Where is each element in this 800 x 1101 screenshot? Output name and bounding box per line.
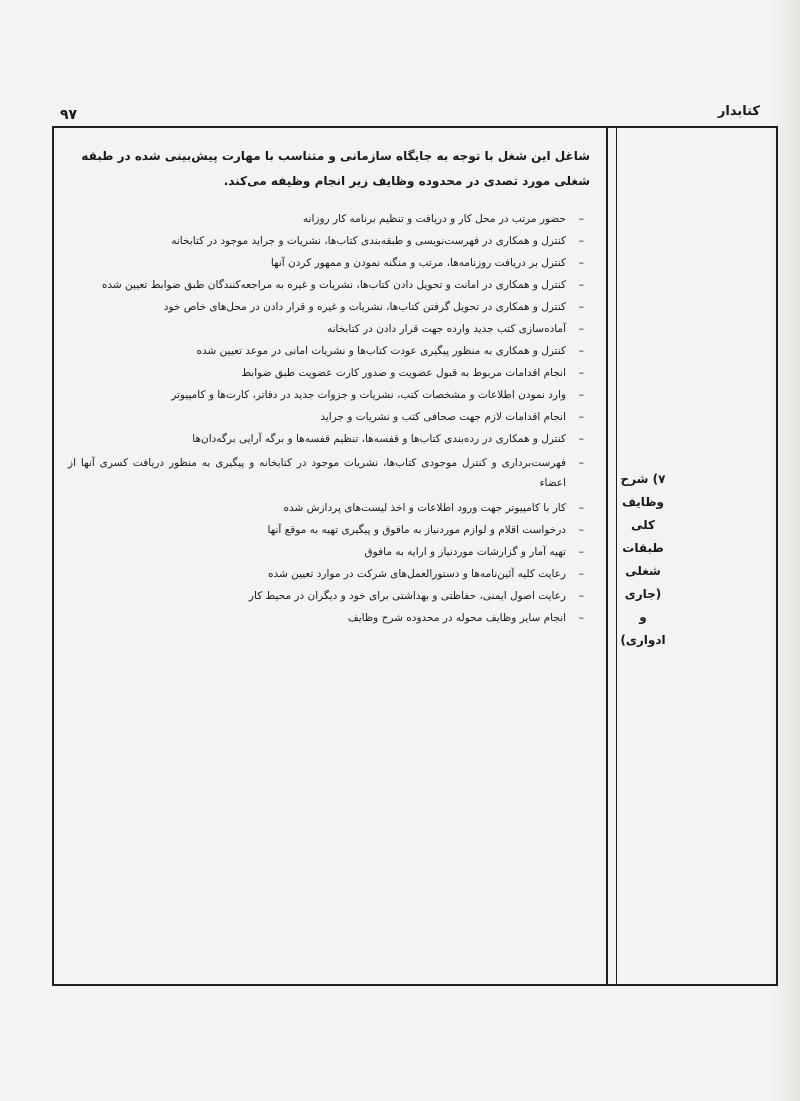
duty-text: آماده‌سازی کتب جدید وارده جهت قرار دادن در کتابخانه: [326, 323, 566, 335]
bullet-dash: –: [578, 457, 584, 469]
bullet-dash: –: [578, 279, 584, 291]
duty-text: کنترل بر دریافت روزنامه‌ها، مرتب و منگنه نمودن و ممهور کردن آنها: [270, 257, 566, 269]
duty-text: کنترل و همکاری در تحویل گرفتن کتاب‌ها، نشریات و غیره و قرار دادن در محل‌های خاص خود: [163, 301, 566, 313]
duty-text: کنترل و همکاری در امانت و تحویل دادن کتاب‌ها، نشریات و غیره به مراجعه‌کنندگان طبق ضوابط تعیین شده: [101, 279, 566, 291]
duty-item: [68, 362, 584, 384]
duty-text: رعایت کلیه آئین‌نامه‌ها و دستورالعمل‌های شرکت در موارد تعیین شده: [267, 568, 566, 580]
duty-item: [68, 406, 584, 428]
bullet-dash: –: [578, 235, 584, 247]
section-label-line: ادواری): [620, 633, 666, 647]
intro-paragraph: شاغل این شغل با توجه به جایگاه سازمانی و متناسب با مهارت پیش‌بینی شده در طبقه شغلی مورد تصدی در محدوده وظایف زیر انجام وظیفه می‌کند.: [81, 149, 590, 188]
bullet-dash: –: [578, 568, 584, 580]
bullet-dash: –: [578, 590, 584, 602]
duty-item: [68, 252, 584, 274]
duty-text: وارد نمودن اطلاعات و مشخصات کتب، نشریات و جزوات جدید در دفاتر، کارت‌ها و کامپیوتر: [171, 389, 566, 401]
bullet-dash: –: [578, 345, 584, 357]
duty-text: انجام سایر وظایف محوله در محدوده شرح وظایف: [347, 612, 566, 624]
duty-item: [68, 453, 584, 493]
duty-text: انجام اقدامات لازم جهت صحافی کتب و نشریات و جراید: [320, 411, 566, 423]
duty-item: [68, 497, 584, 519]
section-label-line: کلی: [630, 518, 656, 532]
page-title: کتابدار: [717, 104, 760, 119]
duty-text: کنترل و همکاری در رده‌بندی کتاب‌ها و قفسه‌ها، تنظیم قفسه‌ها و برگه آرایی برگه‌دان‌ها: [192, 433, 566, 445]
duty-item: [68, 519, 584, 541]
bullet-dash: –: [578, 301, 584, 313]
duties-list: [68, 208, 594, 629]
bullet-dash: –: [578, 389, 584, 401]
duty-item: [68, 230, 584, 252]
bullet-dash: –: [578, 546, 584, 558]
duty-text: رعایت اصول ایمنی، حفاظتی و بهداشتی برای خود و دیگران در محیط کار: [248, 590, 566, 602]
duty-text: فهرست‌برداری و کنترل موجودی کتاب‌ها، نشریات موجود در کتابخانه و پیگیری به منظور دریافت کسری آنها از اعضاء: [68, 457, 566, 489]
duty-item: [68, 340, 584, 362]
duties-cell: [54, 128, 606, 984]
bullet-dash: –: [578, 323, 584, 335]
duty-item: [68, 541, 584, 563]
section-label-cell: [606, 128, 776, 984]
duty-text: کار با کامپیوتر جهت ورود اطلاعات و اخذ لیست‌های پردازش شده: [283, 502, 566, 514]
duty-item: [68, 607, 584, 629]
duty-item: [68, 318, 584, 340]
bullet-dash: –: [578, 502, 584, 514]
duty-item: [68, 428, 584, 450]
bullet-dash: –: [578, 411, 584, 423]
bullet-dash: –: [578, 213, 584, 225]
duty-text: درخواست اقلام و لوازم موردنیاز به مافوق و پیگیری تهیه به موقع آنها: [267, 524, 566, 536]
duty-item: [68, 585, 584, 607]
duty-text: حضور مرتب در محل کار و دریافت و تنظیم برنامه کار روزانه: [302, 213, 566, 225]
section-label-line: وظایف: [621, 495, 665, 509]
job-description-table: [52, 126, 778, 986]
bullet-dash: –: [578, 433, 584, 445]
duty-item: [68, 208, 584, 230]
duty-text: کنترل و همکاری در فهرست‌نویسی و طبقه‌بندی کتاب‌ها، نشریات و جراید موجود در کتابخانه: [171, 235, 566, 247]
bullet-dash: –: [578, 367, 584, 379]
bullet-dash: –: [578, 612, 584, 624]
duty-item: [68, 563, 584, 585]
section-inner-border: [616, 128, 617, 984]
duty-text: کنترل و همکاری به منظور پیگیری عودت کتاب‌ها و نشریات امانی در موعد تعیین شده: [196, 345, 566, 357]
section-label-line: (جاری و: [624, 587, 662, 624]
bullet-dash: –: [578, 257, 584, 269]
section-label-line: شغلی: [625, 564, 661, 578]
section-label: [620, 468, 666, 652]
bullet-dash: –: [578, 524, 584, 536]
page-number: ۹۷: [60, 107, 78, 123]
section-label-line: ۷) شرح: [620, 472, 666, 486]
duty-item: [68, 384, 584, 406]
duty-text: انجام اقدامات مربوط به قبول عضویت و صدور کارت عضویت طبق ضوابط: [241, 367, 566, 379]
section-label-line: طبقات: [622, 541, 664, 555]
duty-item: [68, 274, 584, 296]
duty-item: [68, 296, 584, 318]
duty-text: تهیه آمار و گزارشات موردنیاز و ارایه به مافوق: [364, 546, 566, 558]
